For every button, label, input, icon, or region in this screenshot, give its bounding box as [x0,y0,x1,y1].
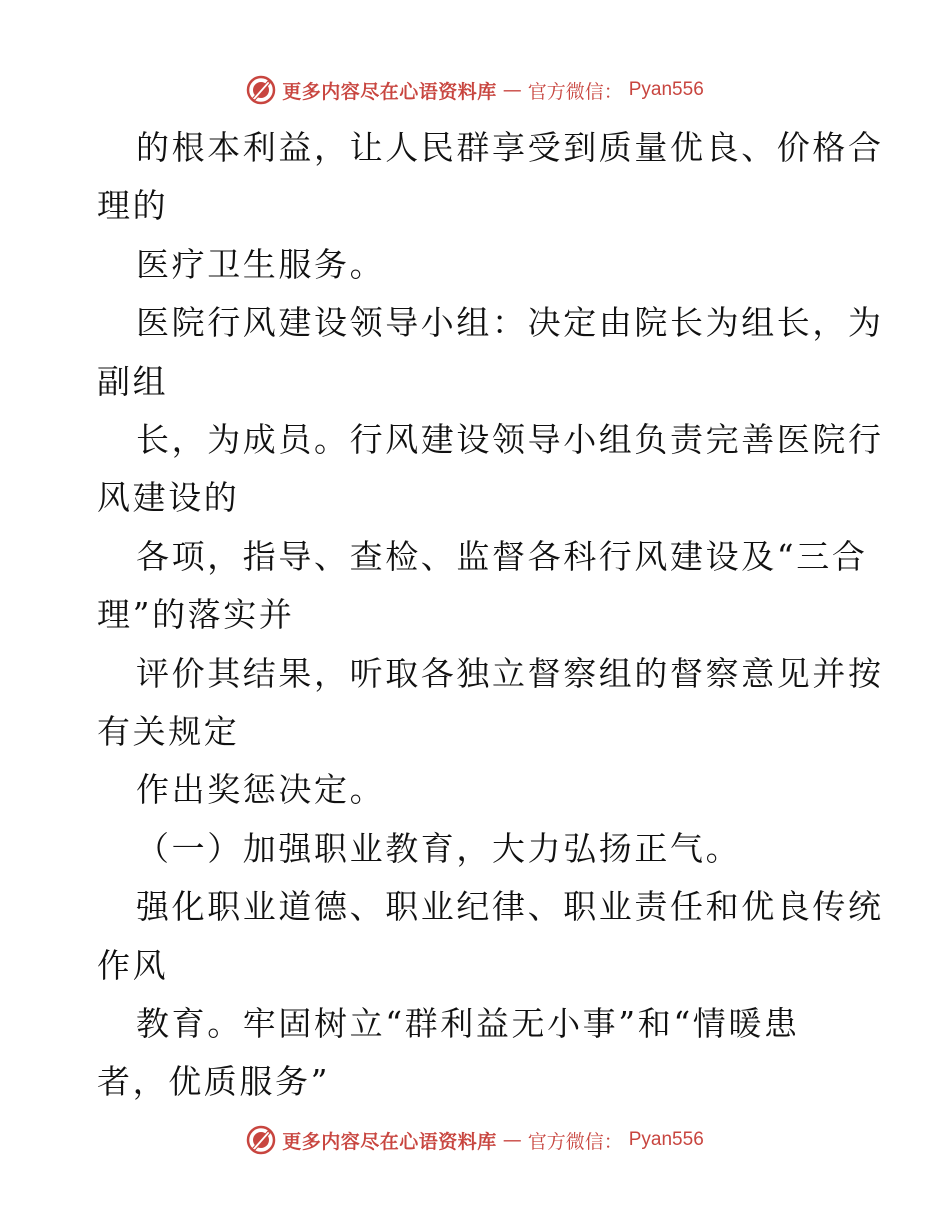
body-line: 各项，指导、查检、监督各科行风建设及“三合 [136,537,868,576]
body-line: 的根本利益，让人民群享受到质量优良、价格合 [136,128,884,167]
body-line: 长，为成员。行风建设领导小组负责完善医院行 [136,420,884,459]
body-line: 理的 [97,186,169,225]
red-quill-seal-icon [246,1125,276,1155]
watermark-separator: — [502,79,522,101]
watermark-main-text: 更多内容尽在心语资料库 [282,1130,497,1153]
watermark-wechat-id: Pyan556 [628,1129,704,1150]
body-line: 理”的落实并 [97,595,295,634]
body-line: 教育。牢固树立“群利益无小事”和“情暖患 [136,1004,800,1043]
watermark-main-text: 更多内容尽在心语资料库 [282,80,497,103]
watermark-official-label: 官方微信： [527,1130,623,1153]
body-line: 强化职业道德、职业纪律、职业责任和优良传统 [136,887,884,926]
watermark-wechat-id: Pyan556 [628,79,704,100]
body-line: 医院行风建设领导小组：决定由院长为组长，为 [136,303,884,342]
body-line: 者，优质服务” [97,1062,331,1101]
body-line: 评价其结果，听取各独立督察组的督察意见并按 [136,654,884,693]
footer-watermark [0,1120,950,1160]
body-line: 副组 [97,362,169,401]
body-line: 风建设的 [97,478,240,517]
body-line: 作出奖惩决定。 [136,770,386,809]
body-line: 作风 [97,946,169,985]
body-line: 医疗卫生服务。 [136,245,386,284]
body-line: 有关规定 [97,712,240,751]
watermark-separator: — [502,1129,522,1151]
watermark-official-label: 官方微信： [527,80,623,103]
body-line: （一）加强职业教育，大力弘扬正气。 [136,829,742,868]
